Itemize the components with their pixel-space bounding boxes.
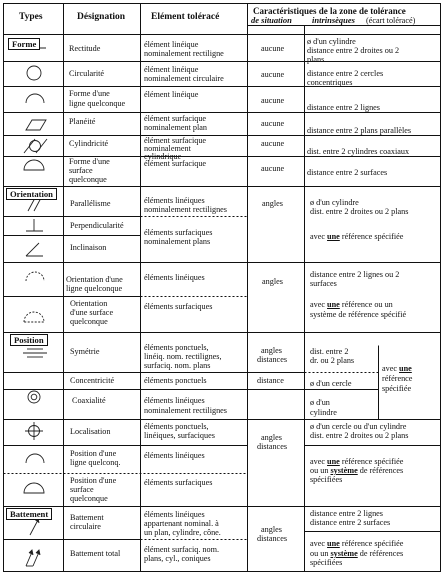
position-ref-2: référence xyxy=(382,374,413,383)
cylindricity-icon xyxy=(24,139,47,153)
cylindricite-elem-3: cylindrique xyxy=(144,152,182,161)
battement-situation-2: distances xyxy=(257,534,288,543)
battement-circ-elem-2: appartenant nominal. à xyxy=(144,519,219,528)
concentricity-icon xyxy=(28,391,40,403)
coaxialite-zone-1: ø d'un xyxy=(310,398,330,407)
cylindricite-zone: dist. entre 2 cylindres coaxiaux xyxy=(307,147,410,156)
forme-surface-zone: distance entre 2 surfaces xyxy=(307,168,388,177)
battement-zone-2: distance entre 2 surfaces xyxy=(310,518,391,527)
orientation-ref-2: avec une référence ou un xyxy=(310,300,393,309)
planeite-elem-2: nominalement plan xyxy=(144,123,207,132)
symetrie-elem-2: linéiq. nom. rectilignes, xyxy=(144,352,222,361)
header-situation: de situation xyxy=(251,15,292,25)
pos-surface-label-1: Position d'une xyxy=(70,476,117,485)
forme-surface-elem: élément surfacique xyxy=(144,159,207,168)
forme-surface-label-3: quelconque xyxy=(69,175,107,184)
position-ref3-3: spécifiées xyxy=(310,475,343,484)
perpendicularity-icon xyxy=(26,219,43,231)
symetrie-situation-1: angles xyxy=(261,346,282,355)
forme-ligne-zone: distance entre 2 lignes xyxy=(307,103,380,112)
symetrie-label: Symétrie xyxy=(70,347,100,356)
pos-ligne-elem: éléments linéiques xyxy=(144,451,205,460)
rectitude-zone-2: distance entre 2 droites ou 2 xyxy=(307,46,400,55)
pos-surface-label-3: quelconque xyxy=(70,494,108,503)
orientation-elem2-2: nominalement plans xyxy=(144,237,211,246)
battement-ref-3: spécifiées xyxy=(310,558,343,567)
concentricite-situation: distance xyxy=(257,376,284,385)
concentricite-elem: éléments ponctuels xyxy=(144,376,207,385)
rectitude-elem-2: nominalement rectiligne xyxy=(144,49,224,58)
battement-total-label: Battement total xyxy=(70,549,121,558)
coaxialite-zone-2: cylindre xyxy=(310,408,337,417)
inclinaison-label: Inclinaison xyxy=(70,243,107,252)
symetrie-elem-3: surfaciq. nom. plans xyxy=(144,361,211,370)
orient-surface-label-1: Orientation xyxy=(70,299,108,308)
battement-ref-1: avec une référence spécifiée xyxy=(310,539,404,548)
circular-runout-icon xyxy=(30,518,39,535)
line-profile-position-icon xyxy=(26,454,44,463)
circularite-elem-2: nominalement circulaire xyxy=(144,74,224,83)
localisation-elem-2: linéiques, surfaciques xyxy=(144,431,215,440)
orientation-elem2-1: éléments surfaciques xyxy=(144,228,213,237)
circularite-situation: aucune xyxy=(261,70,285,79)
header-ecart: (écart toléracé) xyxy=(366,16,416,25)
surface-profile-orient-icon xyxy=(24,312,44,322)
pos-surface-elem: éléments surfaciques xyxy=(144,478,213,487)
forme-surface-label-1: Forme d'une xyxy=(69,157,110,166)
rectitude-label: Rectitude xyxy=(69,44,101,53)
coaxialite-label: Coaxialité xyxy=(72,396,106,405)
planeite-zone: distance entre 2 plans parallèles xyxy=(307,126,412,135)
orient-ligne-label-2: ligne quelconque xyxy=(66,284,123,293)
symetrie-zone-2: dr. ou 2 plans xyxy=(310,356,355,365)
position-icon xyxy=(25,422,43,440)
category-forme: Forme xyxy=(8,38,40,50)
circularite-zone-2: concentriques xyxy=(307,78,353,87)
circularity-icon xyxy=(27,66,41,80)
pos-surface-label-2: surface xyxy=(70,485,94,494)
localisation-situation-2: distances xyxy=(257,442,288,451)
pos-ligne-label-1: Position d'une xyxy=(70,449,117,458)
symmetry-icon xyxy=(23,349,47,357)
orient-ligne-label-1: Orientation d'une xyxy=(66,275,123,284)
coaxialite-elem-2: nominalement rectilignes xyxy=(144,406,227,415)
rectitude-elem-1: élément linéique xyxy=(144,40,199,49)
planeite-situation: aucune xyxy=(261,119,285,128)
planeite-label: Planéité xyxy=(69,117,96,126)
orient-surface-label-2: d'une surface xyxy=(70,308,114,317)
forme-ligne-label-1: Forme d'une xyxy=(69,89,110,98)
planeite-elem-1: élément surfacique xyxy=(144,114,207,123)
battement-total-elem-1: élément surfaciq. nom. xyxy=(144,545,220,554)
orientation-situation-2: angles xyxy=(262,277,283,286)
position-ref-1: avec une xyxy=(382,364,412,373)
localisation-label: Localisation xyxy=(70,427,111,436)
localisation-elem-1: éléments ponctuels, xyxy=(144,422,209,431)
header-intrinseques: intrinsèques xyxy=(312,15,355,25)
pos-ligne-label-2: ligne quelconq. xyxy=(70,458,121,467)
forme-surface-situation: aucune xyxy=(261,164,285,173)
symetrie-situation-2: distances xyxy=(257,355,288,364)
orientation-zone2-1: distance entre 2 lignes ou 2 xyxy=(310,270,400,279)
orientation-elem1-2: nominalement rectilignes xyxy=(144,205,227,214)
category-orientation: Orientation xyxy=(6,188,57,200)
rectitude-zone-1: ø d'un cylindre xyxy=(307,37,356,46)
category-position: Position xyxy=(10,334,48,346)
cylindricite-label: Cylindricité xyxy=(69,139,109,148)
rectitude-situation: aucune xyxy=(261,44,285,53)
position-ref-3: spécifiée xyxy=(382,384,412,393)
coaxialite-elem-1: éléments linéiques xyxy=(144,396,205,405)
circularite-zone-1: distance entre 2 cercles xyxy=(307,69,384,78)
symetrie-elem-1: éléments ponctuels, xyxy=(144,343,209,352)
concentricite-zone: ø d'un cercle xyxy=(310,379,352,388)
battement-situation-1: angles xyxy=(261,525,282,534)
category-battement: Battement xyxy=(6,508,52,520)
position-ref3-1: avec une référence spécifiée xyxy=(310,457,404,466)
localisation-situation-1: angles xyxy=(261,433,282,442)
localisation-zone-2: dist. entre 2 droites ou 2 plans xyxy=(310,431,409,440)
orientation-elem4: éléments surfaciques xyxy=(144,302,213,311)
orientation-ref-2-line2: système de référence spécifié xyxy=(310,310,407,319)
orientation-zone1-2: dist. entre 2 droites ou 2 plans xyxy=(310,207,409,216)
orientation-situation-1: angles xyxy=(262,199,283,208)
orient-surface-label-3: quelconque xyxy=(70,317,108,326)
forme-surface-label-2: surface xyxy=(69,166,93,175)
line-profile-orient-icon xyxy=(26,272,44,281)
forme-ligne-elem: élément linéique xyxy=(144,90,199,99)
localisation-zone-1: ø d'un cercle ou d'un cylindre xyxy=(310,422,407,431)
battement-total-elem-2: plans, cyl., coniques xyxy=(144,554,211,563)
battement-circ-elem-1: éléments linéiques xyxy=(144,510,205,519)
battement-circ-label-2: circulaire xyxy=(70,522,101,531)
orientation-zone1-1: ø d'un cylindre xyxy=(310,198,359,207)
header-element: Elément toléracé xyxy=(151,12,220,22)
forme-ligne-situation: aucune xyxy=(261,96,285,105)
circularite-label: Circularité xyxy=(69,69,105,78)
battement-circ-elem-3: un plan, cylindre, cône. xyxy=(144,528,221,537)
header-types: Types xyxy=(19,12,43,22)
perpendicularite-label: Perpendicularité xyxy=(70,221,124,230)
header-designation: Désignation xyxy=(77,12,126,22)
battement-zone-1: distance entre 2 lignes xyxy=(310,509,383,518)
battement-ref-2: ou un système de références xyxy=(310,549,404,558)
concentricite-label: Concentricité xyxy=(70,376,115,385)
cylindricite-elem-2: nominalement xyxy=(144,144,191,153)
angularity-icon xyxy=(26,243,43,256)
cylindricite-situation: aucune xyxy=(261,139,285,148)
orientation-elem1-1: éléments linéiques xyxy=(144,196,205,205)
position-ref3-2: ou un système de références xyxy=(310,466,404,475)
circularite-elem-1: élément linéique xyxy=(144,65,199,74)
rectitude-zone-3: plans xyxy=(307,55,325,64)
flatness-icon xyxy=(26,120,46,130)
battement-circ-label-1: Battement xyxy=(70,513,104,522)
orientation-zone2-2: surfaces xyxy=(310,279,337,288)
cylindricite-elem-1: élément surfacique xyxy=(144,136,207,145)
orientation-ref-1: avec une référence spécifiée xyxy=(310,232,404,241)
forme-ligne-label-2: ligne quelconque xyxy=(69,99,126,108)
header-zone: Caractéristiques de la zone de tolérance xyxy=(253,6,406,16)
parallelisme-label: Parallélisme xyxy=(70,199,111,208)
total-runout-icon xyxy=(26,550,40,566)
symetrie-zone-1: dist. entre 2 xyxy=(310,347,349,356)
orientation-elem3: éléments linéiques xyxy=(144,273,205,282)
surface-profile-icon xyxy=(24,160,44,170)
line-profile-icon xyxy=(26,94,44,103)
surface-profile-position-icon xyxy=(24,483,44,493)
